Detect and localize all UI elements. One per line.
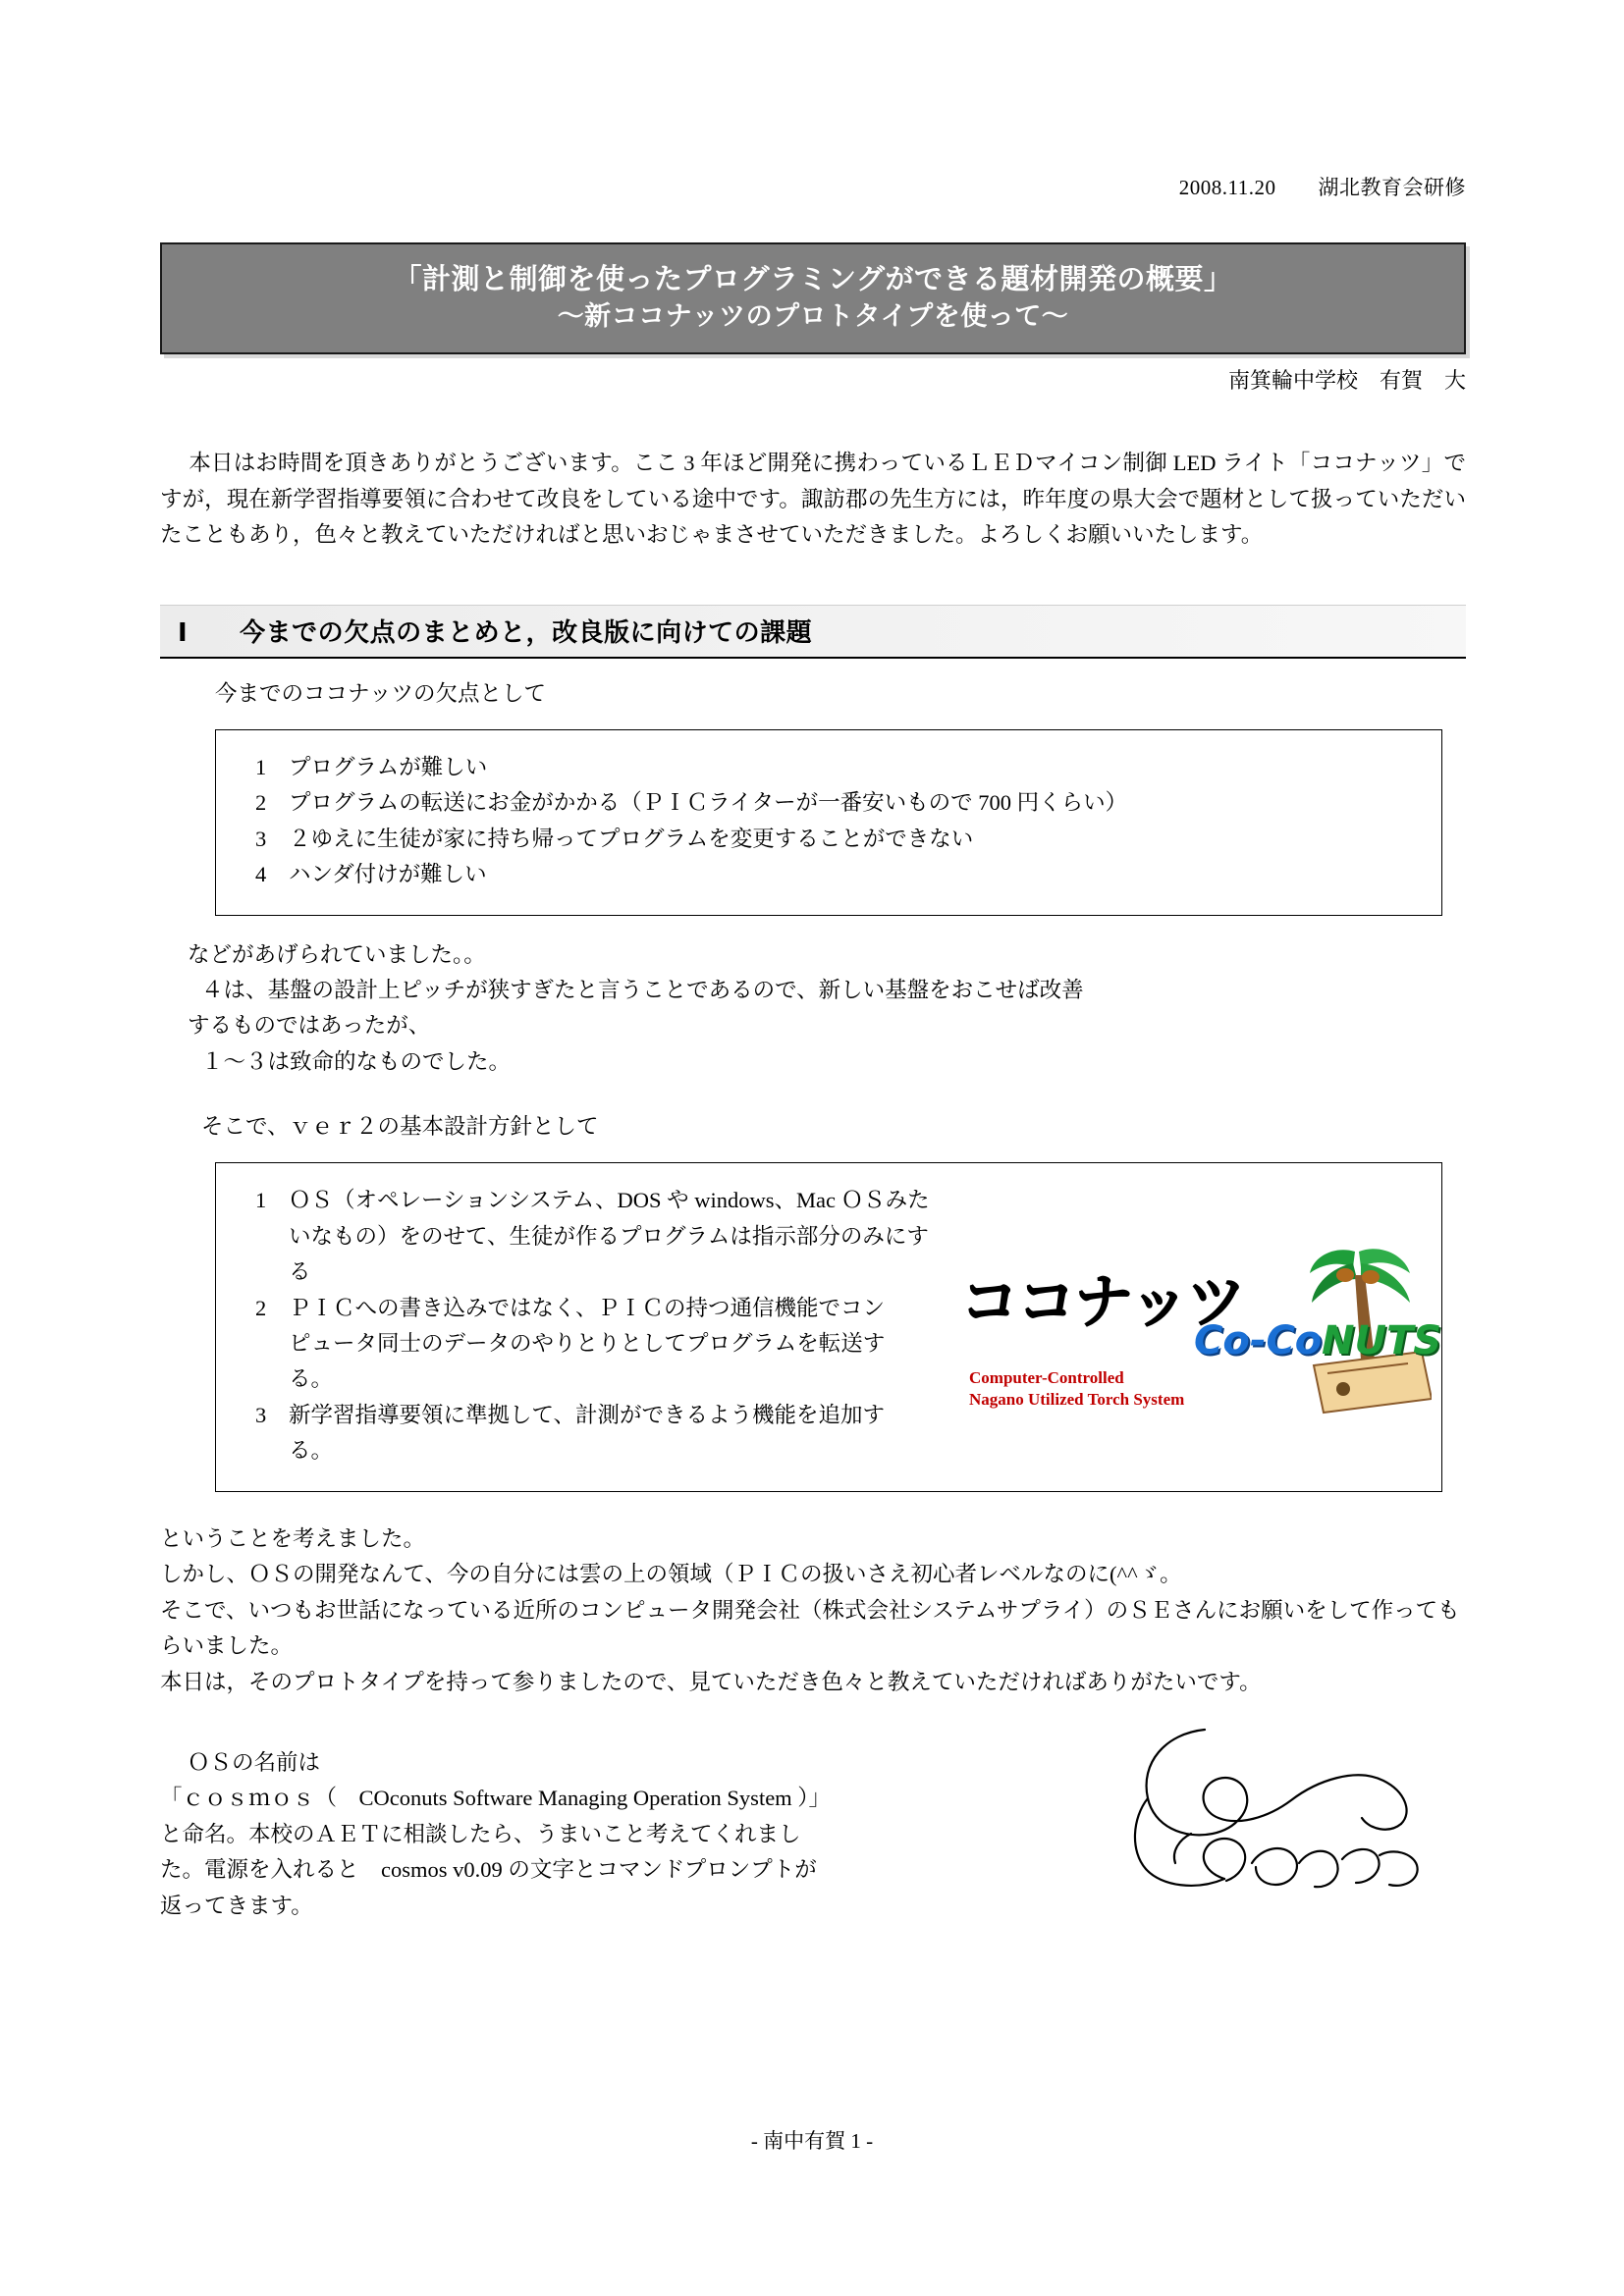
- author-affiliation: 南箕輪中学校 有賀 大: [1227, 368, 1466, 394]
- section-1-heading: Ⅰ 今までの欠点のまとめと，改良版に向けての課題: [160, 605, 1466, 659]
- list-item-text: 新学習指導要領に準拠して、計測ができるよう機能を追加する。: [289, 1402, 886, 1464]
- spacer: [160, 395, 1466, 446]
- logo-subtitle-2: Nagano Utilized Torch System: [966, 1389, 1187, 1411]
- logo-nuts-text: NUTS: [1322, 1318, 1442, 1364]
- closing-line-1: ということを考えました。: [160, 1525, 426, 1551]
- list-item-text: ハンダ付けが難しい: [289, 862, 487, 887]
- list-item-number: 3: [255, 826, 267, 851]
- closing-line-2: しかし、ＯＳの開発なんて、今の自分には雲の上の領域（ＰＩＣの扱いさえ初心者レベルなのに(^^ゞ。: [160, 1562, 1182, 1587]
- list-item-number: 3: [255, 1402, 267, 1427]
- list-item-text: ＯＳ（オペレーションシステム、DOS や windows、Mac ＯＳみたいなもの）をのせて、生徒が作るプログラムは指示部分のみにする: [289, 1188, 930, 1285]
- page-content: [160, 172, 1466, 1971]
- list-item-number: 2: [255, 790, 267, 816]
- cosmos-section: [160, 1745, 1466, 1971]
- cosmos-line-3: と命名。本校のＡＥＴに相談したら、うまいこと考えてくれまし: [160, 1821, 801, 1846]
- cosmos-line-5: 返ってきます。: [160, 1893, 313, 1918]
- faults-commentary-line-4: １〜３は致命的なものでした。: [201, 1048, 512, 1074]
- cosmos-handwritten-logo-icon: [1089, 1716, 1442, 1932]
- cosmos-text: [160, 1745, 1024, 1924]
- logo-kana-text: ココナッツ: [960, 1268, 1244, 1338]
- logo-subtitle-1: Computer-Controlled: [966, 1367, 1127, 1389]
- cosmos-line-4: た。電源を入れると cosmos v0.09 の文字とコマンドプロンプトが: [160, 1857, 817, 1883]
- list-item-number: 1: [255, 1188, 267, 1213]
- closing-paragraphs: [160, 1522, 1466, 1700]
- faults-box: [215, 729, 1442, 916]
- intro-paragraph: 本日はお時間を頂きありがとうございます。ここ 3 年ほど開発に携わっているＬＥＤマイコン制御 LED ライト「ココナッツ」ですが，現在新学習指導要領に合わせて改良をしている途中です。諏訪郡の先生方には，昨年度の県大会で題材として扱っていただいたこともあり，色々と教えていただければと思いおじゃまさせていただきました。よろしくお願いいたします。: [160, 451, 1466, 548]
- cosmos-line-1: ＯＳの名前は: [188, 1749, 321, 1775]
- list-item-text: プログラムが難しい: [289, 754, 488, 779]
- list-item: [242, 822, 1416, 857]
- list-item: [242, 785, 1416, 821]
- design-policy-box: [215, 1162, 1442, 1492]
- faults-commentary-line-3: するものではあったが、: [188, 1013, 431, 1039]
- list-item-text: プログラムの転送にお金がかかる（ＰＩＣライターが一番安いもので 700 円くらい）: [289, 790, 1128, 816]
- list-item: [242, 750, 1416, 785]
- policy-lead: そこで、ｖｅｒ２の基本設計方針として: [201, 1114, 599, 1140]
- spacer: [160, 554, 1466, 605]
- closing-line-4: 本日は，そのプロトタイプを持って参りましたので、見ていただき色々と教えていただければありがたいです。: [160, 1669, 1262, 1694]
- closing-line-3: そこで、いつもお世話になっている近所のコンピュータ開発会社（株式会社システムサプライ）のＳＥさんにお願いをして作ってもらいました。: [160, 1597, 1460, 1659]
- list-item-number: 1: [255, 754, 267, 779]
- logo-coco-text: Co-Co: [1194, 1318, 1323, 1364]
- header-date-event: 2008.11.20 湖北教育会研修: [1178, 176, 1466, 199]
- faults-commentary-line-1: などがあげられていました。。: [188, 941, 486, 967]
- cosmos-line-2: 「ｃｏｓｍｏｓ（ COconuts Software Managing Operation System ）」: [160, 1786, 832, 1811]
- faults-commentary: [160, 937, 1466, 1081]
- list-item-number: 4: [255, 862, 267, 887]
- coconuts-logo: [960, 1242, 1442, 1428]
- page-footer: - 南中有賀 1 -: [750, 2129, 874, 2153]
- list-item-number: 2: [255, 1295, 267, 1320]
- title-line-2: 〜新ココナッツのプロトタイプを使って〜: [557, 301, 1069, 333]
- title-line-1: 「計測と制御を使ったプログラミングができる題材開発の概要」: [393, 262, 1233, 295]
- faults-commentary-line-2: ４は、基盤の設計上ピッチが狭すぎたと言うことであるので、新しい基盤をおこせば改善: [201, 977, 1084, 1002]
- document-title-box: [160, 242, 1466, 354]
- list-item-text: ＰＩＣへの書き込みではなく、ＰＩＣの持つ通信機能でコンピュータ同士のデータのやりとりとしてプログラムを転送する。: [289, 1295, 886, 1392]
- list-item: [242, 857, 1416, 892]
- list-item-text: ２ゆえに生徒が家に持ち帰ってプログラムを変更することができない: [289, 826, 974, 851]
- section-1-lead: 今までのココナッツの欠点として: [215, 680, 547, 706]
